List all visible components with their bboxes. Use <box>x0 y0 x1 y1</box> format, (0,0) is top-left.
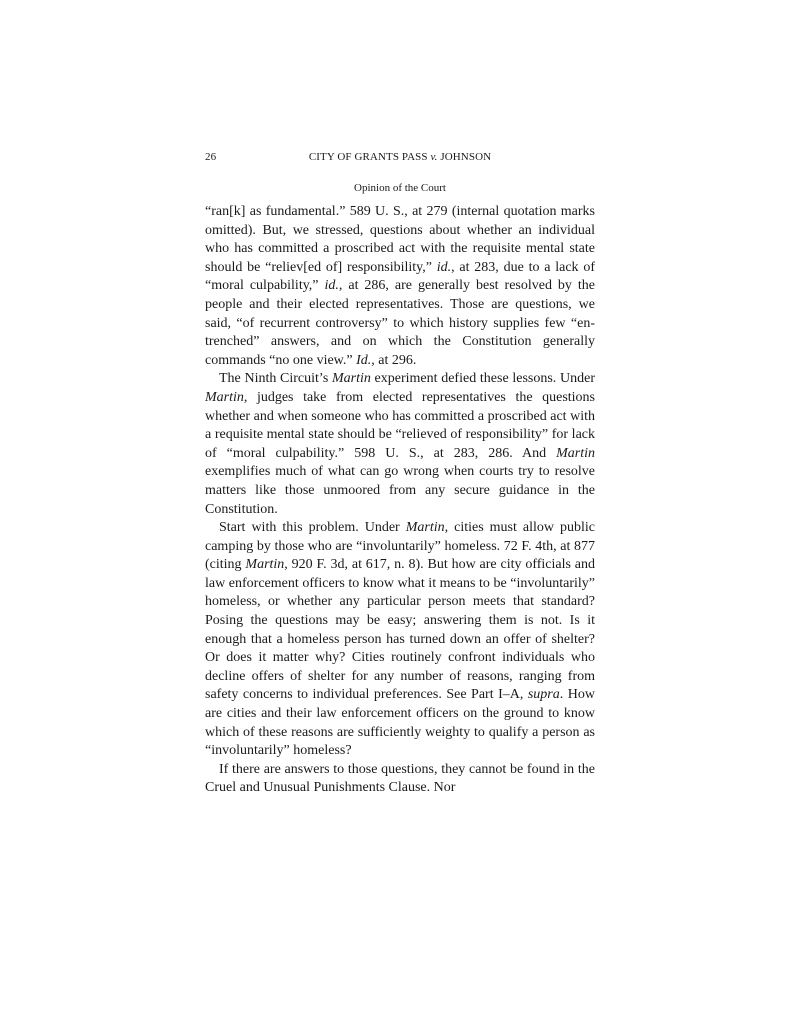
opinion-label: Opinion of the Court <box>354 182 446 194</box>
text-segment: , 920 F. 3d, at 617, n. 8). But how are city officials and law enforcement officers to know what it means to be “involuntarily” homeless, or whether any particular person meets that standard? Posing the questions may be easy; answering them is not. Is it enough that a homeless person has turned down an offer of shelter? Or does it matter why? Cities routinely confront individuals who decline offers of shelter for any number of reasons, ranging from safety concerns to individual preferences. See Part I–A, <box>205 557 596 703</box>
paragraph <box>205 761 595 798</box>
opinion-body <box>205 203 595 798</box>
text-segment: , at 286, are generally best resolved by the people and their elected representatives. Those are questions, we said, “of recurrent controversy” to which history supplies few “entrenched” answers, and on which the Constitution generally commands “no one view.” <box>205 278 595 368</box>
page-number: 26 <box>205 151 217 163</box>
italic-text: Martin <box>205 389 244 405</box>
text-segment: . How are cities and their law enforcement officers on the ground to know which of these reasons are sufficiently weighty to qualify a person as “involuntarily” homeless? <box>205 687 595 759</box>
text-segment: , at 283, due to a lack of “moral culpability,” <box>205 259 595 294</box>
italic-text: supra <box>527 687 560 703</box>
italic-text: id. <box>324 278 339 294</box>
text-segment: exemplifies much of what can go wrong when courts try to resolve matters like those unmoored from any secure guidance in the Constitution. <box>205 464 595 517</box>
italic-text: Martin <box>556 445 595 461</box>
italic-text: id. <box>436 259 452 275</box>
paragraph <box>205 370 595 519</box>
text-segment: experiment defied these lessons. Under <box>370 371 595 387</box>
text-segment: , judges take from elected representatives the questions whether and when someone who has committed a proscribed act with a requisite mental state should be “relieved of responsibility” for lack of “moral culpability.” 598 U. S., at 283, 286. And <box>205 389 595 461</box>
italic-text: Id. <box>356 352 372 368</box>
italic-text: Martin <box>405 520 445 536</box>
italic-text: Martin <box>245 557 285 573</box>
italic-text: Martin <box>331 371 371 387</box>
text-segment: “ran[k] as fundamental.” 589 U. S., at 279 (internal quotation marks omitted). But, we stressed, questions about whether an individual who has committed a proscribed act with the requisite mental state should be “reliev[ed of] responsibility,” <box>205 204 595 275</box>
text-segment: , cities must allow public camping by those who are “involuntarily” homeless. 72 F. 4th, at 877 (citing <box>205 520 595 573</box>
case-title-versus: v. <box>430 151 438 163</box>
case-title <box>205 149 595 165</box>
paragraph <box>205 519 595 761</box>
text-segment: If there are answers to those questions, they cannot be found in the Cruel and Unusual Punishments Clause. Nor <box>205 761 595 796</box>
text-segment: , at 296. <box>371 352 417 368</box>
paragraph <box>205 203 595 370</box>
opinion-page <box>205 149 595 798</box>
case-title-right: JOHNSON <box>440 151 492 163</box>
text-segment: Start with this problem. Under <box>219 520 406 536</box>
text-segment: The Ninth Circuit’s <box>219 371 332 387</box>
running-head <box>205 149 595 165</box>
case-title-left: CITY OF GRANTS PASS <box>308 151 428 163</box>
